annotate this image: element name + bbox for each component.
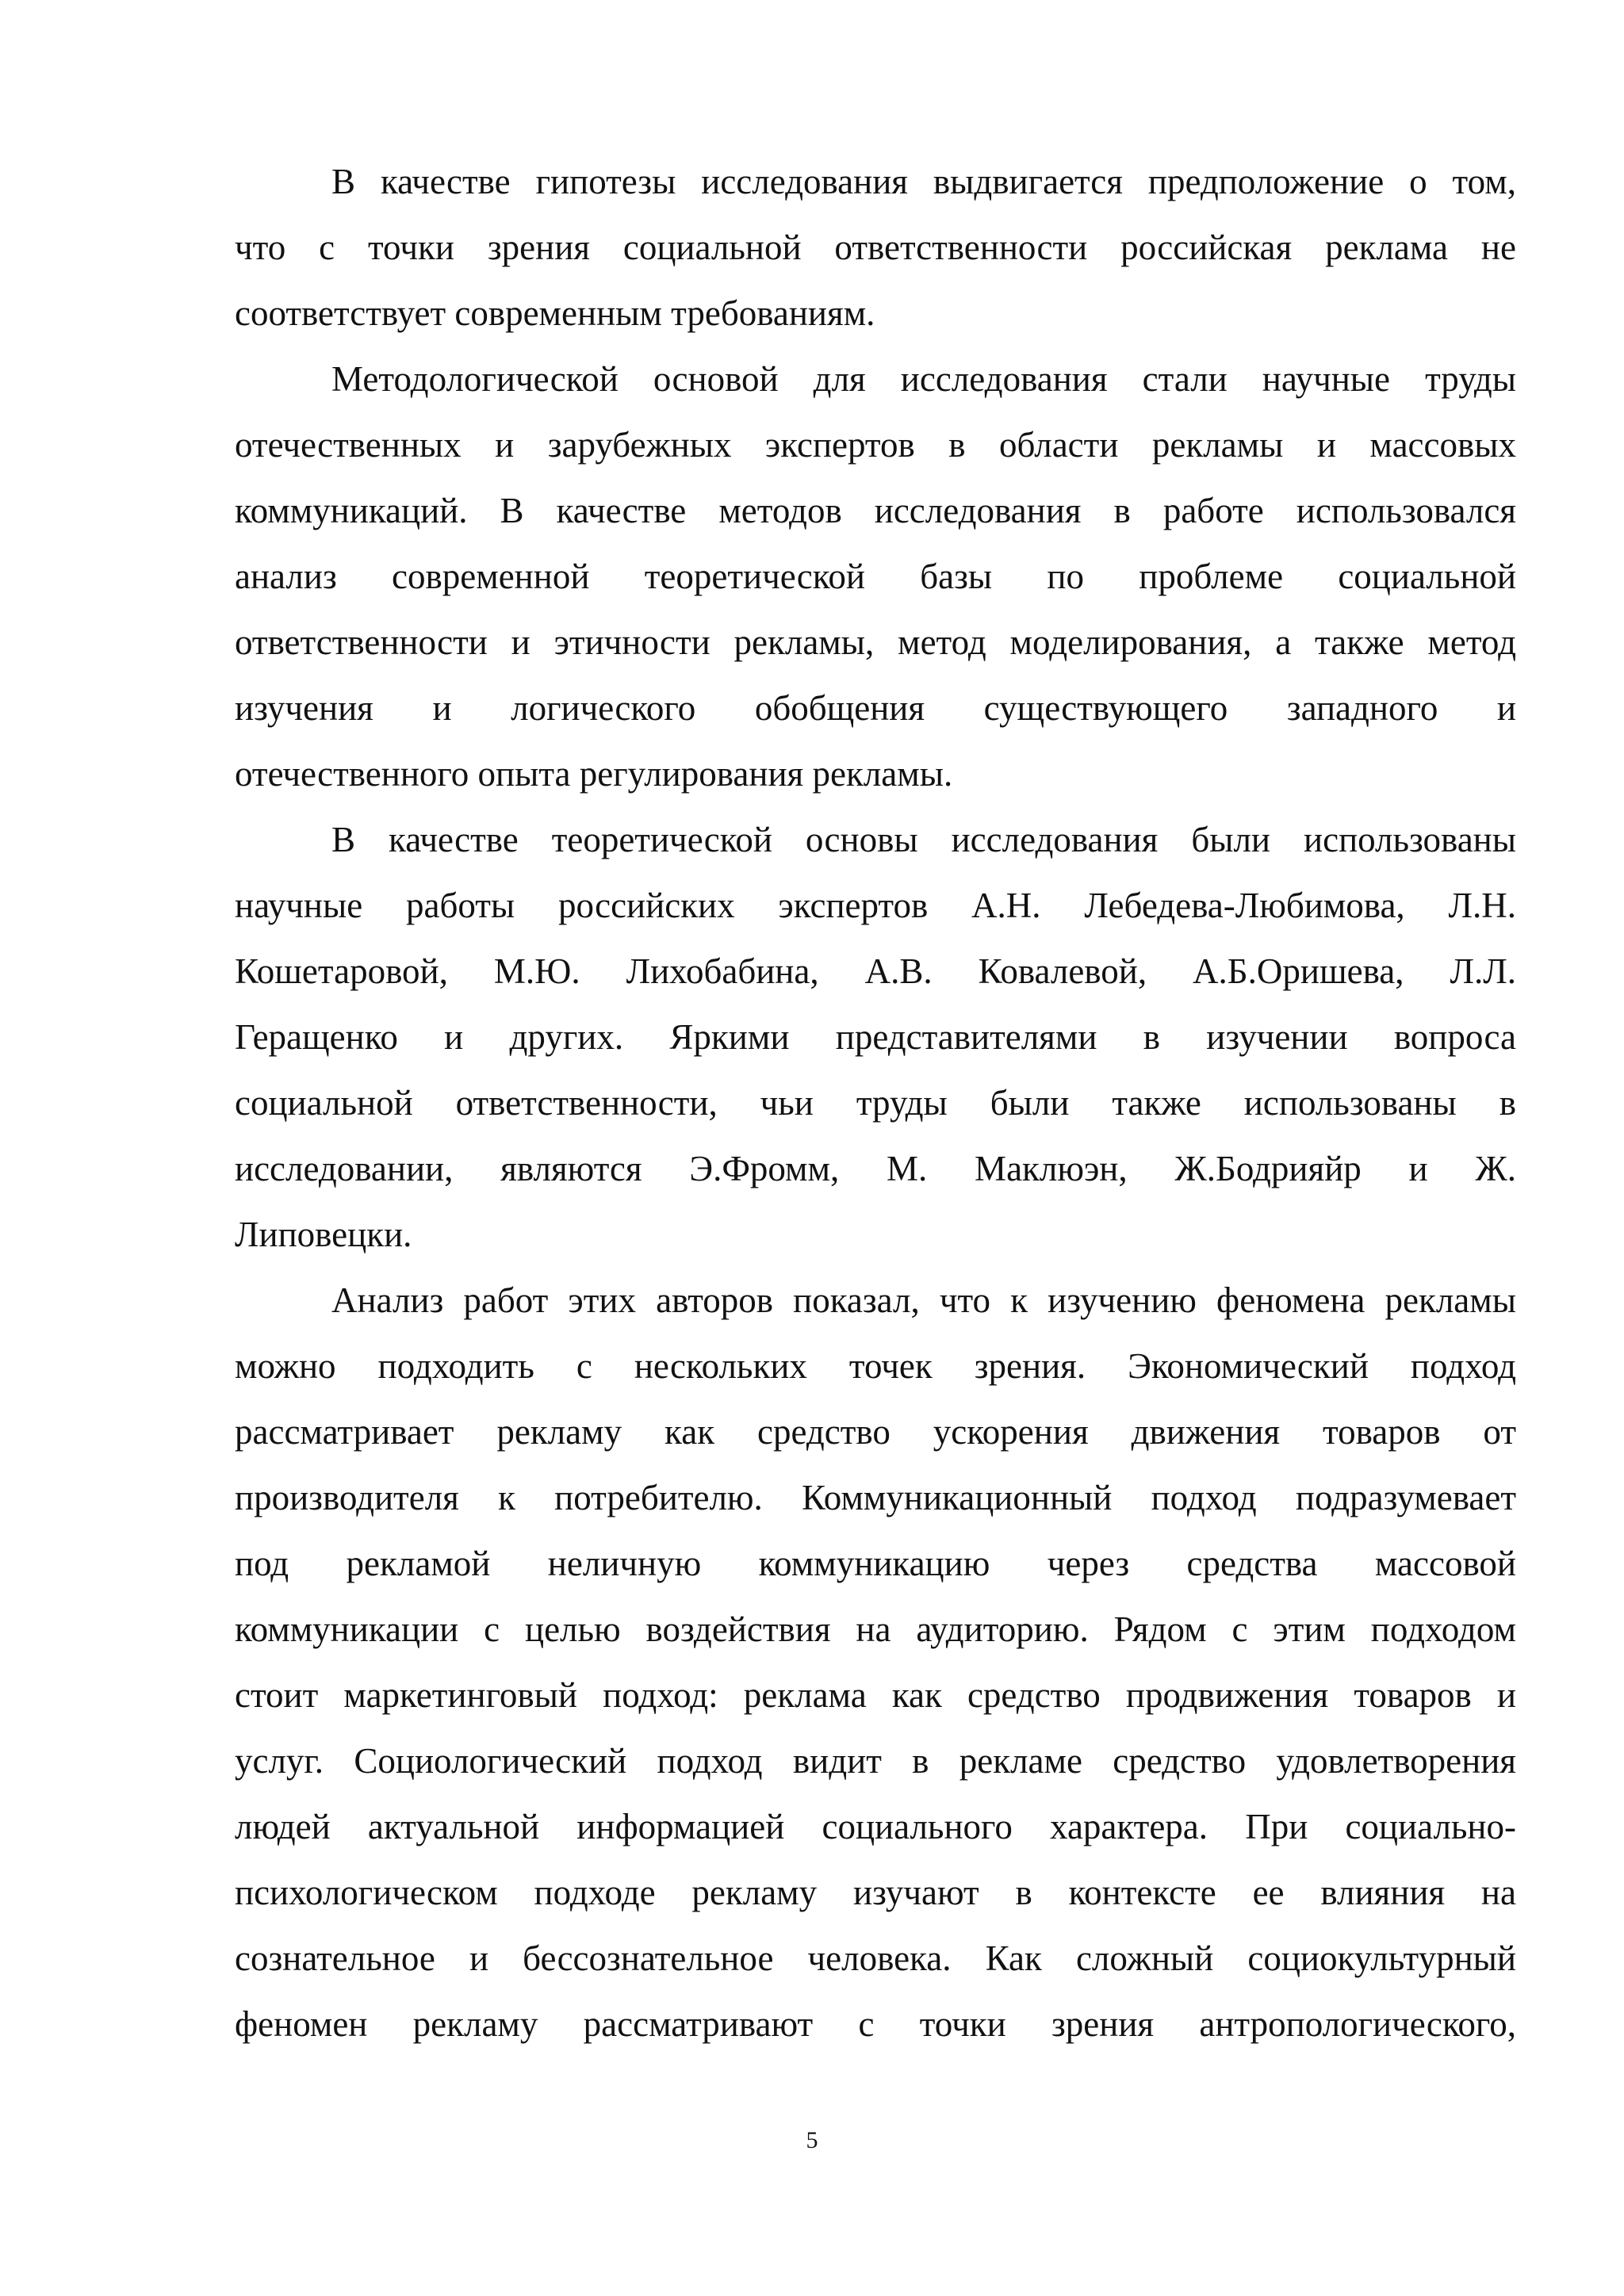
text-line: Методологической основой для исследования стали научные труды (331, 359, 1516, 399)
text-line: анализ современной теоретической базы по проблеме социальной (235, 557, 1516, 596)
text-line: коммуникации с целью воздействия на аудиторию. Рядом с этим подходом (235, 1609, 1516, 1649)
text-line: соответствует современным требованиям. (235, 293, 875, 333)
text-line: В качестве теоретической основы исследования были использованы (331, 820, 1516, 859)
text-line: отечественного опыта регулирования рекламы. (235, 754, 953, 794)
text-line: изучения и логического обобщения существующего западного и (235, 688, 1516, 728)
document-body (235, 149, 1516, 2057)
text-line: психологическом подходе рекламу изучают в контексте ее влияния на (235, 1873, 1516, 1912)
text-line: Анализ работ этих авторов показал, что к изучению феномена рекламы (331, 1280, 1516, 1320)
text-line: ответственности и этичности рекламы, метод моделирования, а также метод (235, 622, 1516, 662)
text-line: людей актуальной информацией социального характера. При социально- (235, 1807, 1516, 1846)
text-line: научные работы российских экспертов А.Н. Лебедева-Любимова, Л.Н. (235, 886, 1516, 925)
text-line: В качестве гипотезы исследования выдвигается предположение о том, (331, 162, 1516, 201)
text-line: коммуникаций. В качестве методов исследования в работе использовался (235, 491, 1516, 530)
text-line: социальной ответственности, чьи труды были также использованы в (235, 1083, 1516, 1123)
text-line: феномен рекламу рассматривают с точки зрения антропологического, (235, 2004, 1516, 2044)
text-line: Геращенко и других. Яркими представителями в изучении вопроса (235, 1017, 1516, 1057)
text-line: отечественных и зарубежных экспертов в области рекламы и массовых (235, 425, 1516, 465)
text-line: рассматривает рекламу как средство ускорения движения товаров от (235, 1412, 1516, 1452)
text-line: что с точки зрения социальной ответственности российская реклама не (235, 228, 1516, 267)
text-line: Кошетаровой, М.Ю. Лихобабина, А.В. Ковалевой, А.Б.Оришева, Л.Л. (235, 951, 1516, 991)
text-line: услуг. Социологический подход видит в рекламе средство удовлетворения (235, 1741, 1516, 1781)
text-line: можно подходить с нескольких точек зрения. Экономический подход (235, 1346, 1516, 1386)
text-line: производителя к потребителю. Коммуникационный подход подразумевает (235, 1478, 1516, 1517)
text-line: сознательное и бессознательное человека. Как сложный социокультурный (235, 1938, 1516, 1978)
text-line: стоит маркетинговый подход: реклама как средство продвижения товаров и (235, 1675, 1516, 1715)
text-line: под рекламой неличную коммуникацию через средства массовой (235, 1544, 1516, 1583)
text-line: исследовании, являются Э.Фромм, М. Маклюэн, Ж.Бодрияйр и Ж. (235, 1149, 1516, 1188)
text-line: Липовецки. (235, 1215, 412, 1254)
page-number: 5 (806, 2127, 818, 2153)
